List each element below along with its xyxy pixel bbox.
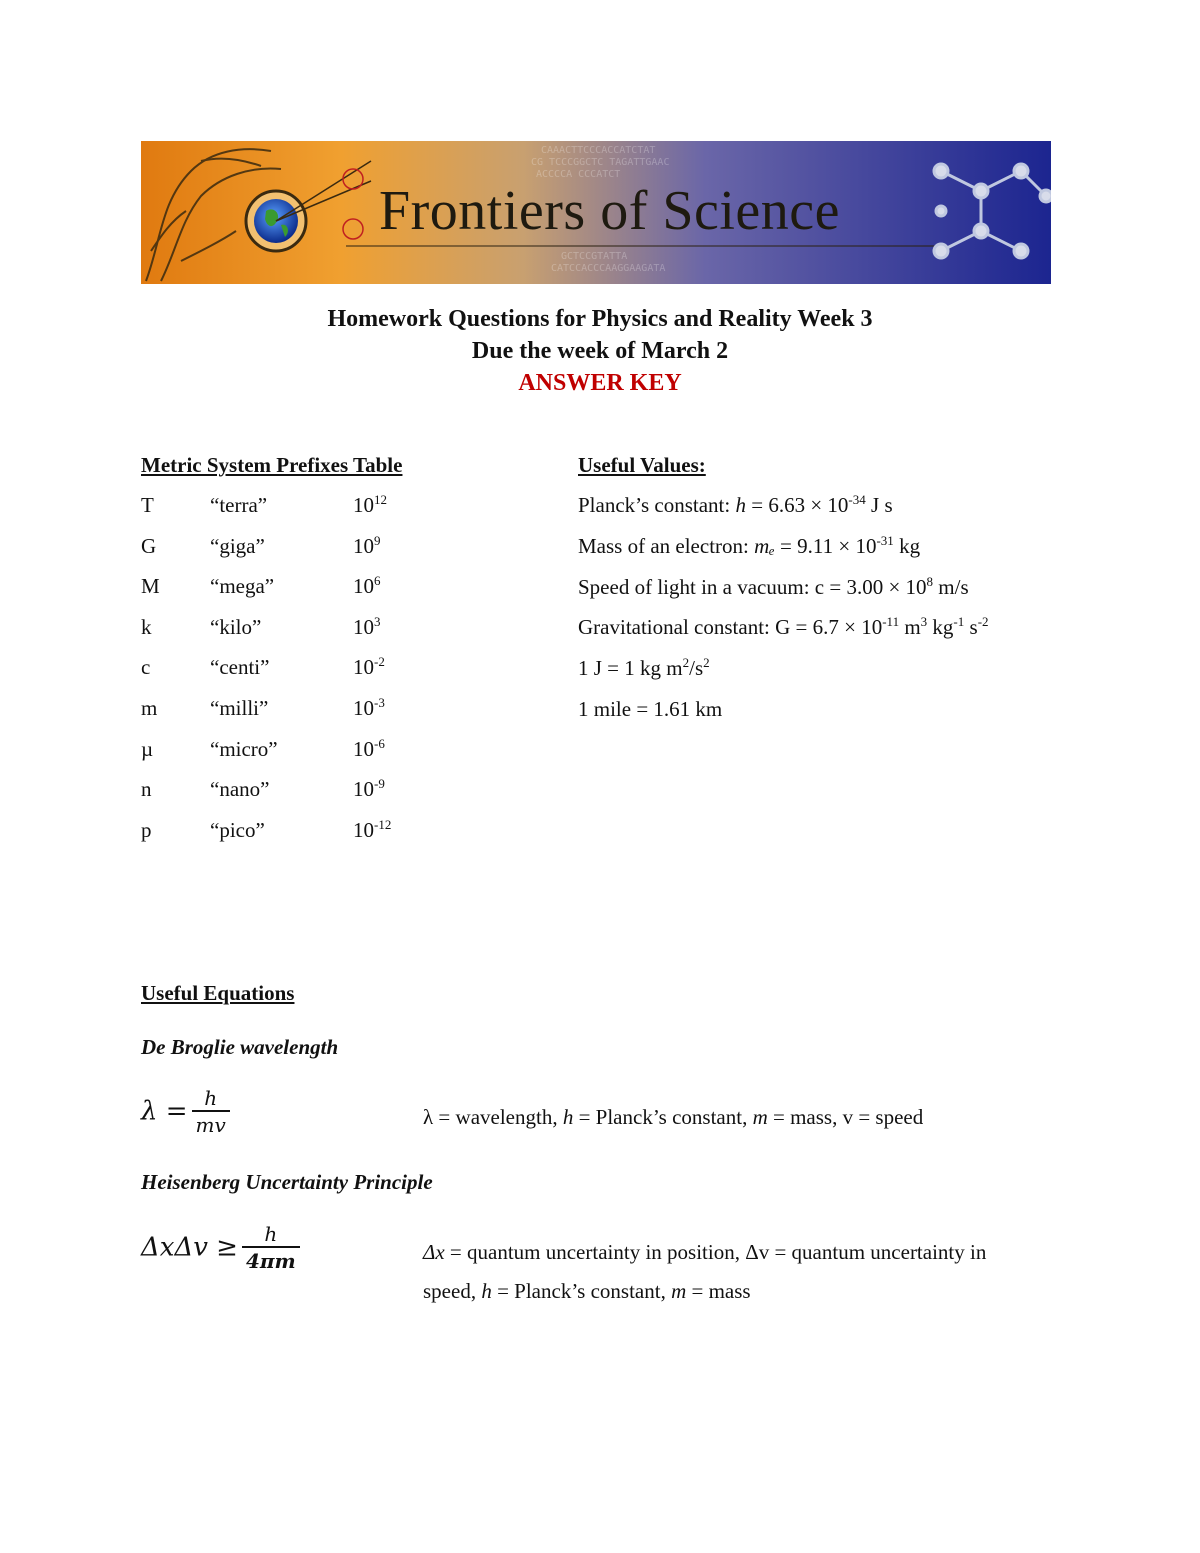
- prefix-exponent: 9: [374, 533, 381, 548]
- prefix-value: [353, 574, 381, 599]
- prefix-exponent: -9: [374, 776, 385, 791]
- de-broglie-description: λ = wavelength, h = Planck’s constant, m = mass, v = speed: [423, 1105, 924, 1129]
- de-broglie-fraction: $\frac{h}{mv}$: [192, 1086, 230, 1137]
- prefix-base: 10: [353, 777, 374, 801]
- heisenberg-fraction: $\frac{h}{4\pi m}$: [242, 1222, 300, 1273]
- prefix-name: “centi”: [210, 655, 270, 679]
- prefix-symbol: T: [141, 493, 154, 517]
- prefix-base: 10: [353, 493, 374, 517]
- joule-definition: 1 J = 1 kg $m^2/s^2$: [578, 655, 710, 680]
- prefix-symbol: p: [141, 818, 152, 842]
- useful-values-title: Useful Values:: [578, 453, 706, 477]
- heisenberg-description-line2: speed, h = Planck’s constant, m = mass: [423, 1279, 751, 1303]
- planck-constant: Planck’s constant: $h = 6.63 \times 10^{-34}$ J s: [578, 492, 893, 517]
- prefix-symbol: M: [141, 574, 160, 598]
- prefix-value: [353, 696, 385, 721]
- svg-text:CAAACTTCCCACCATCTAT: CAAACTTCCCACCATCTAT: [541, 145, 656, 156]
- prefix-value: [353, 777, 385, 802]
- prefix-symbol: c: [141, 655, 151, 679]
- prefix-exponent: 6: [374, 573, 381, 588]
- prefix-value: [353, 818, 391, 843]
- prefix-exponent: 3: [374, 614, 381, 629]
- mile-conversion: 1 mile = 1.61 km: [578, 697, 723, 721]
- prefix-name: “mega”: [210, 574, 275, 598]
- prefix-name: “micro”: [210, 737, 278, 761]
- prefix-symbol: m: [141, 696, 158, 720]
- prefix-symbol: G: [141, 534, 157, 558]
- prefix-base: 10: [353, 655, 374, 679]
- prefix-base: 10: [353, 737, 374, 761]
- prefix-symbol: n: [141, 777, 152, 801]
- prefix-name: “kilo”: [210, 615, 262, 639]
- prefix-base: 10: [353, 615, 374, 639]
- speed-of-light: Speed of light in a vacuum: $c = 3.00 \times 10^8$ m/s: [578, 574, 969, 599]
- prefix-name: “giga”: [210, 534, 265, 558]
- prefix-exponent: -3: [374, 695, 385, 710]
- banner-title: Frontiers of Science: [379, 180, 840, 242]
- prefix-value: [353, 615, 381, 640]
- prefix-base: 10: [353, 574, 374, 598]
- prefix-value: [353, 493, 387, 518]
- prefix-value: [353, 655, 385, 680]
- svg-text:CG TCCCGGCTC TAGATTGAAC: CG TCCCGGCTC TAGATTGAAC: [531, 157, 670, 168]
- prefix-exponent: -12: [374, 817, 392, 832]
- de-broglie-formula: λ = $\frac{h}{mv}$: [141, 1086, 230, 1137]
- heisenberg-formula: ΔxΔv ≥ $\frac{h}{4\pi m}$: [141, 1222, 300, 1273]
- prefix-base: 10: [353, 696, 374, 720]
- gravitational-constant: Gravitational constant: $G = 6.7 \times 10^{-11}$ $m^3$ $kg^{-1}$ $s^{-2}$: [578, 614, 989, 639]
- svg-text:CATCCACCCAAGGAAGATA: CATCCACCCAAGGAAGATA: [551, 263, 666, 274]
- prefix-value: [353, 737, 385, 762]
- electron-mass: Mass of an electron: $m_e = 9.11 \times 10^{-31}$ kg: [578, 533, 921, 558]
- heisenberg-heading: Heisenberg Uncertainty Principle: [141, 1170, 433, 1194]
- useful-equations-title: Useful Equations: [141, 981, 295, 1005]
- prefix-symbol: µ: [141, 737, 154, 761]
- prefix-name: “terra”: [210, 493, 268, 517]
- svg-text:GCTCCGTATTA: GCTCCGTATTA: [561, 251, 628, 262]
- prefix-value: [353, 534, 381, 559]
- de-broglie-heading: De Broglie wavelength: [141, 1035, 339, 1059]
- prefix-base: 10: [353, 818, 374, 842]
- prefix-base: 10: [353, 534, 374, 558]
- due-date: Due the week of March 2: [471, 338, 729, 364]
- answer-key-label: ANSWER KEY: [518, 370, 682, 396]
- prefix-name: “nano”: [210, 777, 270, 801]
- frontiers-banner: [141, 141, 1051, 284]
- prefix-name: “milli”: [210, 696, 269, 720]
- prefix-name: “pico”: [210, 818, 265, 842]
- prefix-exponent: 12: [374, 492, 387, 507]
- svg-text:ACCCCA CCCATCT: ACCCCA CCCATCT: [536, 169, 621, 180]
- prefixes-table-title: Metric System Prefixes Table: [141, 453, 403, 477]
- prefix-exponent: -2: [374, 654, 385, 669]
- prefix-exponent: -6: [374, 736, 385, 751]
- prefix-symbol: k: [141, 615, 152, 639]
- heisenberg-description-line1: Δx = quantum uncertainty in position, Δv = quantum uncertainty in: [423, 1240, 987, 1264]
- page-title: Homework Questions for Physics and Reality Week 3: [327, 306, 873, 332]
